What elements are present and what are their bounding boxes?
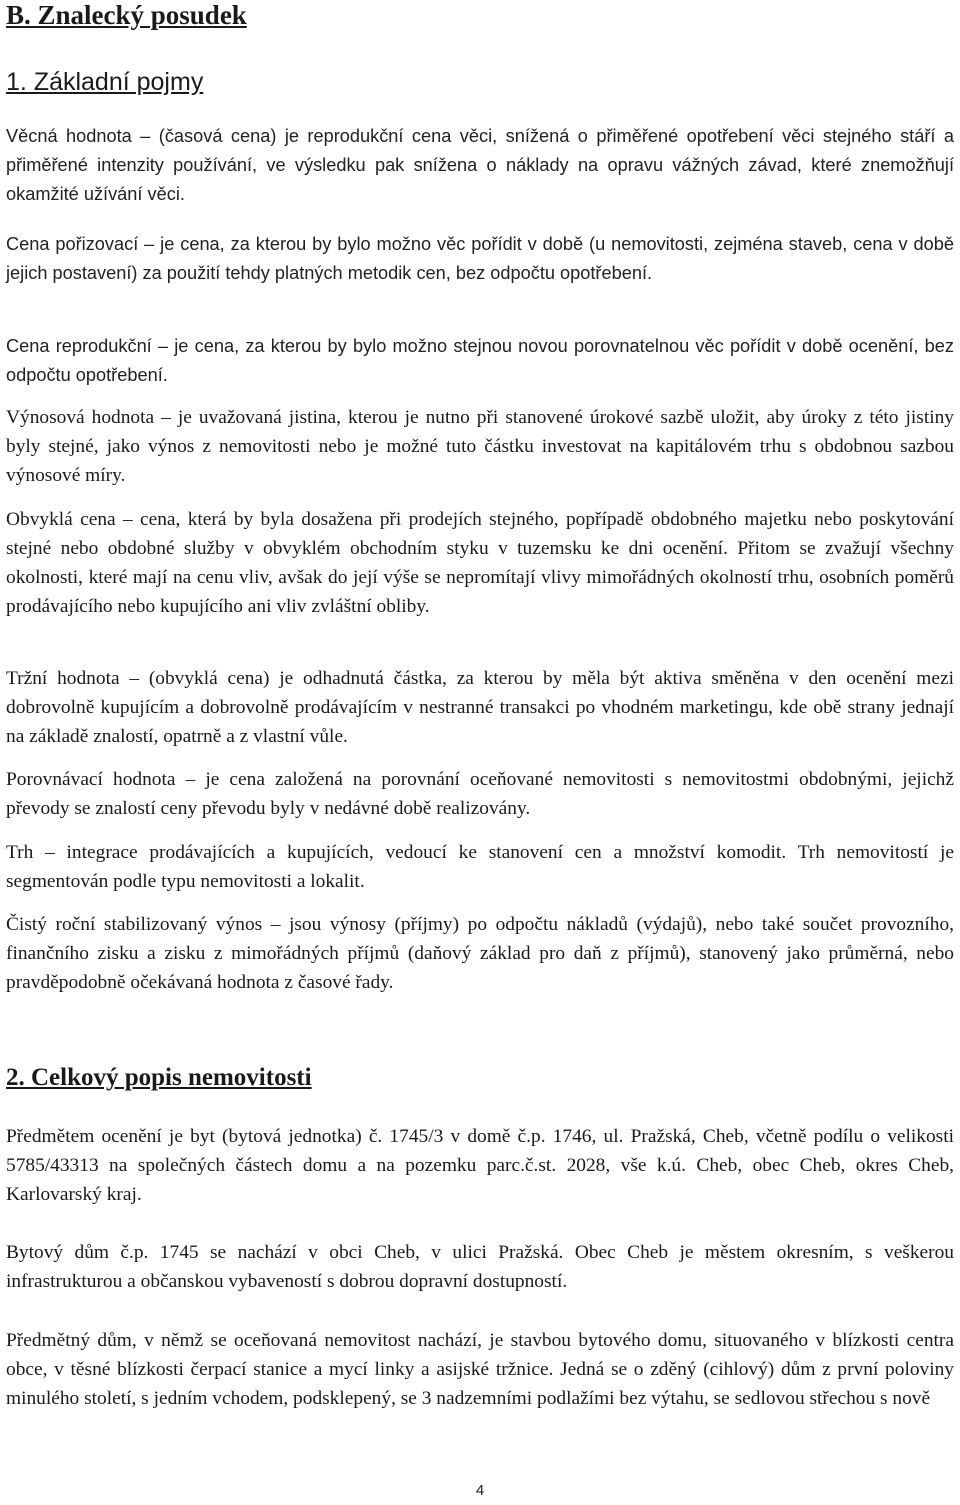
paragraph-porovnavaci-hodnota: Porovnávací hodnota – je cena založená na porovnání oceňované nemovitosti s nemovitostmi obdobnými, jejichž převody se znalostí ceny převodu byly v nedávné době realizovány. — [6, 769, 954, 819]
paragraph-bytovy-dum: Bytový dům č.p. 1745 se nachází v obci Cheb, v ulici Pražská. Obec Cheb je městem okresním, s veškerou infrastrukturou a občanskou vybaveností s dobrou dopravní dostupností. — [6, 1242, 954, 1292]
paragraph-obvykla-cena: Obvyklá cena – cena, která by byla dosažena při prodejích stejného, popřípadě obdobného majetku nebo poskytování stejné nebo obdobné služby v obvyklém obchodním styku v tuzemsku ke dni ocenění. Přitom se zvažují všechny okolnosti, které mají na cenu vliv, avšak do její výše se nepromítají vlivy mimořádných okolností trhu, osobních poměrů prodávajícího nebo kupujícího ani vliv zvláštní obliby. — [6, 509, 954, 617]
paragraph-cena-porizovaci: Cena pořizovací – je cena, za kterou by bylo možno věc pořídit v době (u nemovitosti, zejména staveb, cena v době jejich postavení) za použití tehdy platných metodik cen, bez odpočtu opotřebení. — [6, 234, 954, 283]
paragraph-cisty-rocni-vynos: Čistý roční stabilizovaný výnos – jsou výnosy (příjmy) po odpočtu nákladů (výdajů), nebo také součet provozního, finančního zisku a zisku z mimořádných příjmů (daňový základ pro daň z příjmů), stanovený jako průměrná, nebo pravděpodobně očekávaná hodnota z časové řady. — [6, 914, 954, 993]
subsection-title-basic-terms: 1. Základní pojmy — [6, 68, 204, 96]
subsection-title-property-description: 2. Celkový popis nemovitosti — [6, 1064, 312, 1091]
paragraph-vynosova-hodnota: Výnosová hodnota – je uvažovaná jistina, kterou je nutno při stanovené úrokové sazbě uložit, aby úroky z této jistiny byly stejné, jako výnos z nemovitosti nebo je možné tuto částku investovat na kapitálovém trhu s obdobnou sazbou výnosové míry. — [6, 407, 954, 486]
paragraph-predmet-oceneni: Předmětem ocenění je byt (bytová jednotka) č. 1745/3 v domě č.p. 1746, ul. Pražská, Cheb, včetně podílu o velikosti 5785/43313 na společných částech domu a na pozemku parc.č.st. 2028, vše k.ú. Cheb, obec Cheb, okres Cheb, Karlovarský kraj. — [6, 1126, 954, 1205]
paragraph-trzni-hodnota: Tržní hodnota – (obvyklá cena) je odhadnutá částka, za kterou by měla být aktiva směněna v den ocenění mezi dobrovolně kupujícím a dobrovolně prodávajícím v nestranné transakci po vhodném marketingu, kde obě strany jednají na základě znalostí, opatrně a z vlastní vůle. — [6, 668, 954, 747]
paragraph-cena-reprodukcni: Cena reprodukční – je cena, za kterou by bylo možno stejnou novou porovnatelnou věc pořídit v době ocenění, bez odpočtu opotřebení. — [6, 336, 954, 385]
paragraph-vecna-hodnota: Věcná hodnota – (časová cena) je reprodukční cena věci, snížená o přiměřené opotřebení věci stejného stáří a přiměřené intenzity používání, ve výsledku pak snížena o náklady na opravu vážných závad, které znemožňují okamžité užívání věci. — [6, 126, 954, 204]
page-number: 4 — [475, 1482, 485, 1499]
paragraph-predmetny-dum: Předmětný dům, v němž se oceňovaná nemovitost nachází, je stavbou bytového domu, situovaného v blízkosti centra obce, v těsné blízkosti čerpací stanice a mycí linky a asijské tržnice. Jedná se o zděný (cihlový) dům z první poloviny minulého století, s jedním vchodem, podsklepený, se 3 nadzemními podlažími bez výtahu, se sedlovou střechou s nově — [6, 1330, 954, 1409]
section-title: B. Znalecký posudek — [6, 0, 247, 30]
paragraph-trh: Trh – integrace prodávajících a kupujících, vedoucí ke stanovení cen a množství komodit. Trh nemovitostí je segmentován podle typu nemovitosti a lokalit. — [6, 842, 954, 892]
